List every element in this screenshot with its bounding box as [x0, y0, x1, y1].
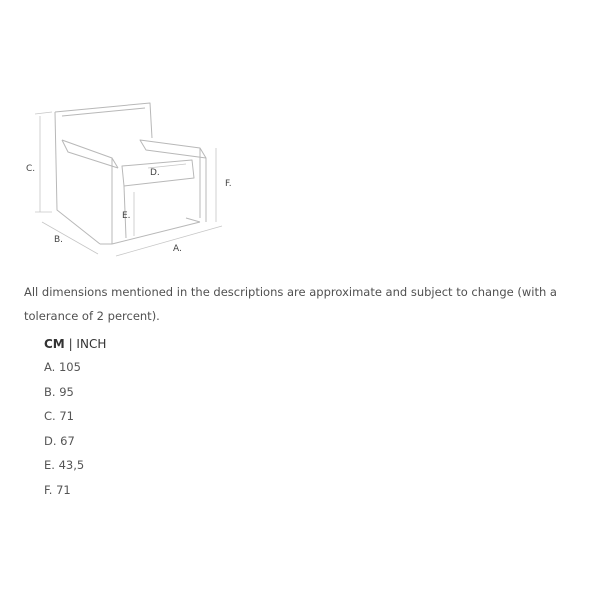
unit-separator: |	[64, 337, 77, 351]
dimension-f: F. 71	[44, 482, 71, 497]
armchair-diagram	[0, 0, 600, 270]
dimension-c: C. 71	[44, 409, 74, 424]
label-b: B.	[54, 235, 64, 245]
dimension-a: A. 105	[44, 360, 81, 374]
unit-cm: CM	[44, 337, 65, 351]
dimensions-disclaimer: All dimensions mentioned in the descriptions are approximate and subject to change (with a tolerance of 2 percent).	[24, 285, 557, 323]
armchair-dimension-diagram-icon	[0, 0, 600, 270]
dimension-b: B. 95	[44, 384, 74, 399]
label-f: F.	[225, 179, 232, 189]
units-header	[44, 337, 106, 351]
dimension-d: D. 67	[44, 433, 75, 448]
label-a: A.	[173, 244, 182, 254]
dimension-e: E. 43,5	[44, 458, 85, 473]
dimension-list	[44, 358, 84, 506]
unit-inch: INCH	[76, 337, 107, 351]
label-e: E.	[122, 211, 131, 221]
label-c: C.	[26, 164, 36, 174]
label-d: D.	[150, 168, 160, 178]
